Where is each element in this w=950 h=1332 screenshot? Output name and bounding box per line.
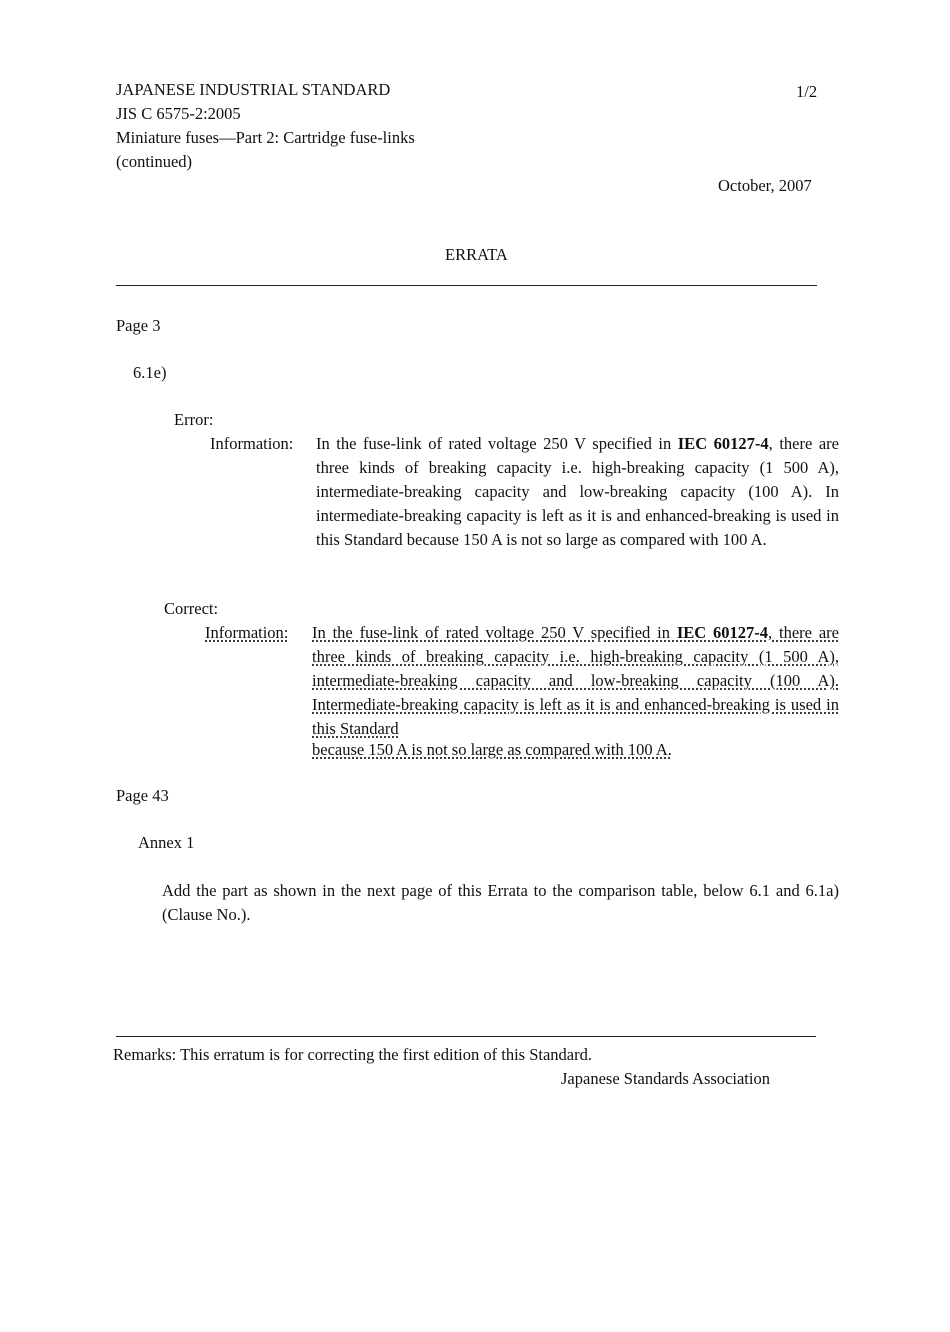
- correct-info-label: Information:: [205, 623, 289, 642]
- error-label: Error:: [174, 410, 214, 429]
- page-number: 1/2: [796, 82, 818, 101]
- header-org: JAPANESE INDUSTRIAL STANDARD: [116, 80, 391, 99]
- issue-date: October, 2007: [718, 176, 812, 195]
- remarks: Remarks: This erratum is for correcting the first edition of this Standard.: [113, 1045, 592, 1064]
- correct-text-pre: In the fuse-link of rated voltage 250 V specified in: [312, 623, 677, 642]
- correct-info-text: [312, 621, 839, 741]
- header-standard-number: JIS C 6575-2:2005: [116, 104, 241, 123]
- association-name: Japanese Standards Association: [561, 1069, 770, 1088]
- section1-clause: 6.1e): [133, 363, 167, 382]
- title-rule: [116, 285, 817, 286]
- section1-page: Page 3: [116, 316, 161, 335]
- header-continued: (continued): [116, 152, 193, 171]
- section2-text: Add the part as shown in the next page of this Errata to the comparison table, below 6.1 and 6.1a) (Clause No.).: [162, 881, 839, 924]
- section2-page: Page 43: [116, 786, 169, 805]
- correct-text-ref: IEC 60127-4: [676, 623, 769, 642]
- error-text-pre: In the fuse-link of rated voltage 250 V specified in: [316, 434, 678, 453]
- correct-info-text-last: because 150 A is not so large as compared with 100 A.: [312, 740, 672, 759]
- error-text-post: , there are three kinds of breaking capacity i.e. high-breaking capacity (1 500 A), intermediate-breaking capacity and low-breaking capacity (100 A). In intermediate-breaking capacity is left as it is and enhanced-breaking is used in this Standard because 150 A is not so large as compared with 100 A.: [316, 434, 839, 549]
- document-title: ERRATA: [445, 245, 508, 264]
- error-info-label: Information:: [210, 434, 294, 453]
- error-info-text: [316, 432, 839, 552]
- correct-label: Correct:: [164, 599, 219, 618]
- footer-rule: [116, 1036, 816, 1037]
- correct-text-post: , there are three kinds of breaking capacity i.e. high-breaking capacity (1 500 A), intermediate-breaking capacity and low-breaking capacity (100 A). Intermediate-breaking capacity is left as it is and enhanced-breaking is used in this Standard: [312, 623, 839, 738]
- header-standard-title: Miniature fuses—Part 2: Cartridge fuse-links: [116, 128, 415, 147]
- error-text-ref: IEC 60127-4: [677, 434, 769, 453]
- section2-annex: Annex 1: [138, 833, 195, 852]
